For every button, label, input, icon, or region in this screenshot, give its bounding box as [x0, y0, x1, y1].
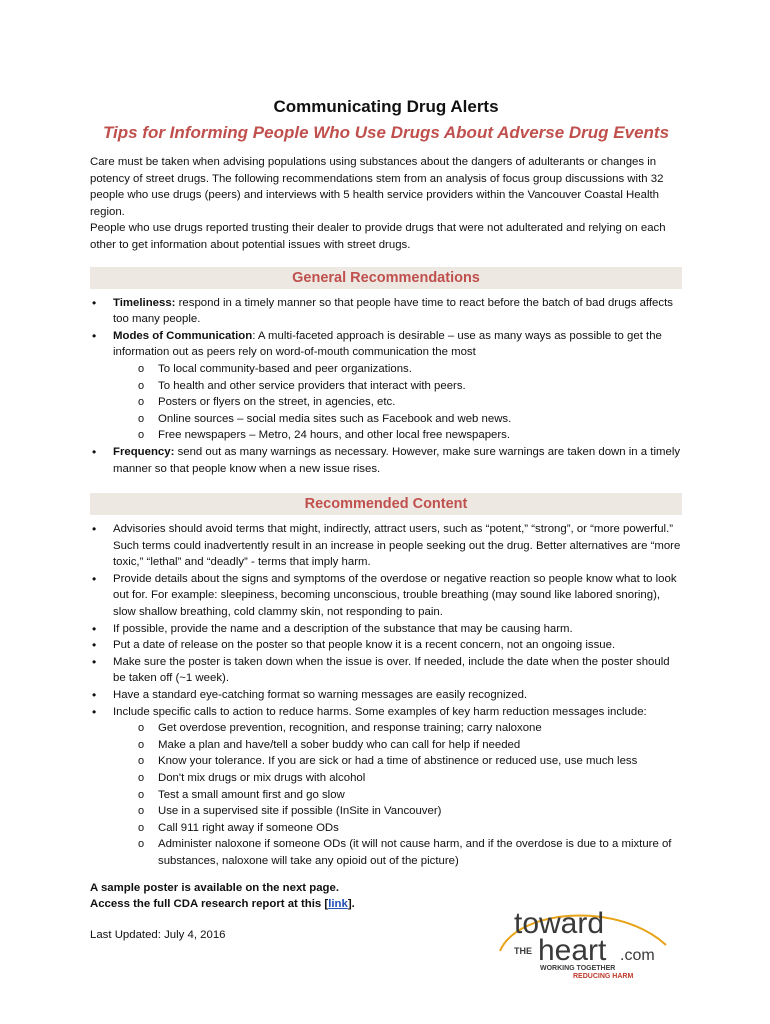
sub-list-item: o Online sources – social media sites such as Facebook and web news. — [113, 411, 682, 428]
sub-list-item: o Don't mix drugs or mix drugs with alcohol — [113, 770, 682, 787]
sub-list-item: o Administer naloxone if someone ODs (it will not cause harm, and if the overdose is due to a mixture of substances, naloxone will take any opioid out of the picture) — [113, 836, 682, 869]
page-subtitle: Tips for Informing People Who Use Drugs About Adverse Drug Events — [102, 123, 670, 142]
sub-list-item: o Call 911 right away if someone ODs — [113, 820, 682, 837]
general-recommendations-list — [90, 295, 682, 478]
recommended-content-list — [90, 521, 682, 869]
frequency-label: Frequency: — [113, 445, 175, 458]
list-item — [90, 295, 682, 328]
list-item — [90, 328, 682, 444]
logo-word-heart: heart — [538, 934, 607, 967]
list-item: • Put a date of release on the poster so that people know it is a recent concern, not an ongoing issue. — [90, 637, 682, 654]
frequency-text: send out as many warnings as necessary. However, make sure warnings are taken down in a timely manner so that people know when a new issue rises. — [113, 445, 681, 475]
sub-list-item: o Get overdose prevention, recognition, and response training; carry naloxone — [113, 720, 682, 737]
logo-tagline-2: REDUCING HARM — [573, 973, 634, 980]
toward-the-heart-logo — [498, 905, 670, 985]
sub-list-item: o Make a plan and have/tell a sober buddy who can call for help if needed — [113, 737, 682, 754]
logo-word-toward: toward — [514, 907, 605, 940]
recommended-content-heading: Recommended Content — [90, 493, 682, 515]
sub-list-item: o Use in a supervised site if possible (InSite in Vancouver) — [113, 803, 682, 820]
sample-poster-note: A sample poster is available on the next page. — [90, 881, 339, 894]
modes-text: : A multi-faceted approach is desirable – use as many ways as possible to get the information out as peers rely on word-of-mouth communication the most — [113, 329, 662, 359]
access-suffix: ]. — [347, 898, 355, 911]
harm-reduction-intro: Include specific calls to action to reduce harms. Some examples of key harm reduction messages include: — [113, 705, 647, 718]
timeliness-text: respond in a timely manner so that people have time to react before the batch of bad drugs affects too many people. — [113, 296, 673, 326]
access-prefix: Access the full CDA research report at this [ — [90, 898, 329, 911]
sub-list-item: o To local community-based and peer organizations. — [113, 361, 682, 378]
intro-section — [90, 154, 682, 254]
harm-reduction-sublist — [113, 720, 682, 869]
sub-list-item: o To health and other service providers that interact with peers. — [113, 378, 682, 395]
sub-list-item: o Free newspapers – Metro, 24 hours, and other local free newspapers. — [113, 427, 682, 444]
modes-label: Modes of Communication — [113, 329, 253, 342]
list-item: • Provide details about the signs and symptoms of the overdose or negative reaction so people know what to look out for. For example: sleepiness, becoming unconscious, trouble breathing (may sound like labored snoring), slow shallow breathing, cold clammy skin, not responding to pain. — [90, 571, 682, 621]
list-item: • Have a standard eye-catching format so warning messages are easily recognized. — [90, 687, 682, 704]
sub-list-item: o Posters or flyers on the street, in agencies, etc. — [113, 394, 682, 411]
intro-paragraph-2: People who use drugs reported trusting their dealer to provide drugs that were not adulterated and relying on each other to get information about potential issues with street drugs. — [90, 222, 666, 251]
modes-sublist — [113, 361, 682, 444]
sub-list-item: o Test a small amount first and go slow — [113, 787, 682, 804]
last-updated: Last Updated: July 4, 2016 — [90, 928, 226, 941]
logo-dotcom: .com — [620, 947, 655, 964]
general-recommendations-heading: General Recommendations — [90, 267, 682, 289]
timeliness-label: Timeliness: — [113, 296, 176, 309]
list-item: • If possible, provide the name and a description of the substance that may be causing harm. — [90, 621, 682, 638]
logo-word-the: THE — [514, 946, 532, 956]
list-item: • Advisories should avoid terms that might, indirectly, attract users, such as “potent,” “strong”, or “more powerful.” Such terms could inadvertently result in an increase in people seeking out the drug. Better alternatives are “more toxic,” “lethal” and “deadly” - terms that imply harm. — [90, 521, 682, 571]
logo-tagline-1: WORKING TOGETHER — [540, 965, 616, 972]
list-item: • Make sure the poster is taken down when the issue is over. If needed, include the date when the poster should be taken off (~1 week). — [90, 654, 682, 687]
report-link[interactable]: link — [328, 898, 348, 911]
intro-paragraph-1: Care must be taken when advising populations using substances about the dangers of adulterants or changes in potency of street drugs. The following recommendations stem from an analysis of focus group discussions with 32 people who use drugs (peers) and interviews with 5 health service providers within the Vancouver Coastal Health region. — [90, 156, 664, 218]
document-page — [90, 96, 682, 943]
page-title: Communicating Drug Alerts — [273, 97, 499, 116]
sub-list-item: o Know your tolerance. If you are sick or had a time of abstinence or reduced use, use much less — [113, 753, 682, 770]
list-item — [90, 704, 682, 870]
list-item — [90, 444, 682, 477]
